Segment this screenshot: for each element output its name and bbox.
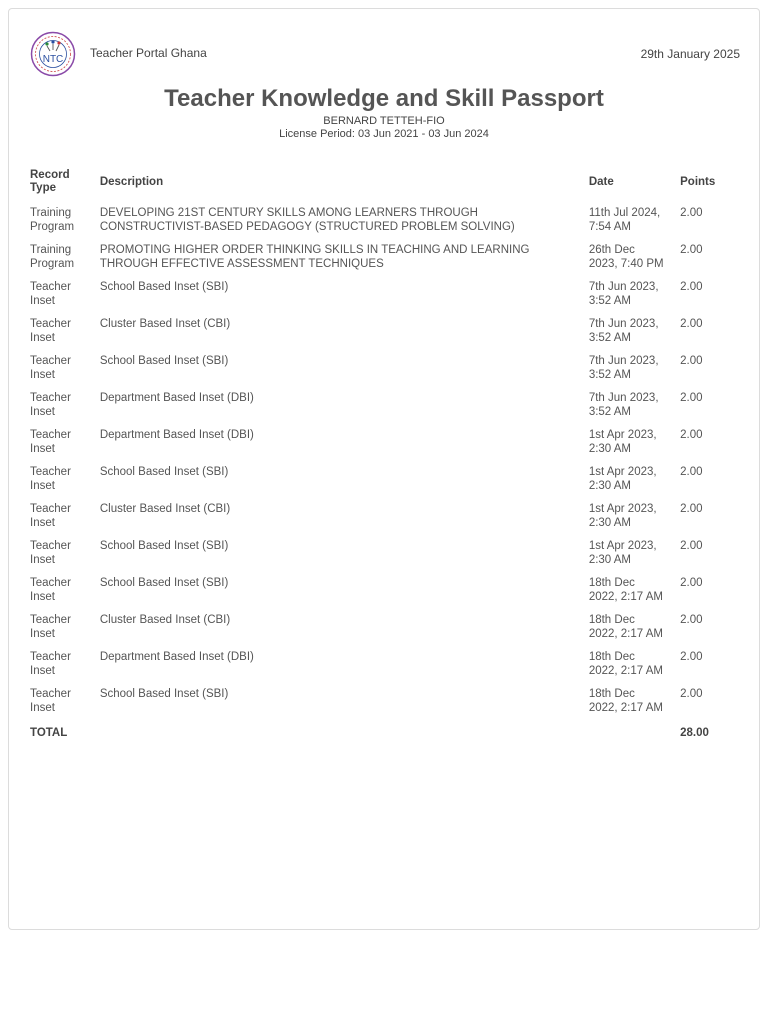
teacher-name: BERNARD TETTEH-FIO — [323, 115, 445, 127]
description-cell: Cluster Based Inset (CBI) — [99, 318, 231, 330]
points-cell: 2.00 — [680, 688, 703, 700]
table-row — [23, 462, 735, 499]
column-header-points: Points — [680, 175, 716, 188]
record-type-cell: Teacher Inset — [30, 429, 71, 455]
report-date: 29th January 2025 — [640, 47, 740, 61]
records-table — [23, 165, 735, 747]
record-type-cell: Training Program — [30, 207, 75, 233]
date-cell: 18th Dec 2022, 2:17 AM — [588, 577, 663, 603]
table-header-row — [23, 165, 735, 203]
description-cell: Department Based Inset (DBI) — [99, 429, 254, 441]
points-cell: 2.00 — [680, 540, 703, 552]
column-header-record-type: Record Type — [30, 169, 70, 194]
logo-text: NTC — [42, 54, 64, 65]
ntc-logo — [30, 31, 76, 77]
column-header-date: Date — [588, 175, 614, 188]
points-cell: 2.00 — [680, 355, 703, 367]
date-cell: 26th Dec 2023, 7:40 PM — [588, 244, 664, 270]
table-row — [23, 351, 735, 388]
points-cell: 2.00 — [680, 318, 703, 330]
record-type-cell: Teacher Inset — [30, 466, 71, 492]
points-cell: 2.00 — [680, 466, 703, 478]
total-spacer — [582, 721, 673, 747]
record-type-cell: Training Program — [30, 244, 75, 270]
points-cell: 2.00 — [680, 244, 703, 256]
table-row — [23, 277, 735, 314]
date-cell: 7th Jun 2023, 3:52 AM — [588, 355, 659, 381]
page-title: Teacher Knowledge and Skill Passport — [164, 85, 604, 112]
points-cell: 2.00 — [680, 651, 703, 663]
date-cell: 18th Dec 2022, 2:17 AM — [588, 614, 663, 640]
table-row — [23, 314, 735, 351]
date-cell: 11th Jul 2024, 7:54 AM — [588, 207, 661, 233]
points-cell: 2.00 — [680, 429, 703, 441]
date-cell: 1st Apr 2023, 2:30 AM — [588, 503, 657, 529]
record-type-cell: Teacher Inset — [30, 355, 71, 381]
table-row — [23, 425, 735, 462]
record-type-cell: Teacher Inset — [30, 503, 71, 529]
table-row — [23, 647, 735, 684]
points-cell: 2.00 — [680, 207, 703, 219]
table-row — [23, 203, 735, 240]
table-row — [23, 240, 735, 277]
license-period: License Period: 03 Jun 2021 - 03 Jun 2024 — [279, 128, 489, 140]
description-cell: PROMOTING HIGHER ORDER THINKING SKILLS IN TEACHING AND LEARNING THROUGH EFFECTIVE ASSESSMENT TECHNIQUES — [99, 244, 530, 270]
date-cell: 7th Jun 2023, 3:52 AM — [588, 318, 659, 344]
record-type-cell: Teacher Inset — [30, 540, 71, 566]
date-cell: 1st Apr 2023, 2:30 AM — [588, 429, 657, 455]
table-row — [23, 388, 735, 425]
table-row — [23, 499, 735, 536]
description-cell: School Based Inset (SBI) — [99, 281, 229, 293]
date-cell: 7th Jun 2023, 3:52 AM — [588, 281, 659, 307]
description-cell: Cluster Based Inset (CBI) — [99, 614, 231, 626]
date-cell: 1st Apr 2023, 2:30 AM — [588, 540, 657, 566]
date-cell: 18th Dec 2022, 2:17 AM — [588, 651, 663, 677]
record-type-cell: Teacher Inset — [30, 688, 71, 714]
description-cell: Department Based Inset (DBI) — [99, 392, 254, 404]
points-cell: 2.00 — [680, 281, 703, 293]
points-cell: 2.00 — [680, 503, 703, 515]
description-cell: School Based Inset (SBI) — [99, 466, 229, 478]
description-cell: DEVELOPING 21ST CENTURY SKILLS AMONG LEARNERS THROUGH CONSTRUCTIVIST-BASED PEDAGOGY (STRUCTURED PROBLEM SOLVING) — [99, 207, 515, 233]
record-type-cell: Teacher Inset — [30, 392, 71, 418]
record-type-cell: Teacher Inset — [30, 651, 71, 677]
total-spacer — [93, 721, 582, 747]
total-points: 28.00 — [680, 727, 709, 739]
date-cell: 7th Jun 2023, 3:52 AM — [588, 392, 659, 418]
points-cell: 2.00 — [680, 614, 703, 626]
record-type-cell: Teacher Inset — [30, 281, 71, 307]
description-cell: School Based Inset (SBI) — [99, 577, 229, 589]
date-cell: 18th Dec 2022, 2:17 AM — [588, 688, 663, 714]
description-cell: Cluster Based Inset (CBI) — [99, 503, 231, 515]
total-row — [23, 721, 735, 747]
portal-name: Teacher Portal Ghana — [90, 46, 207, 60]
description-cell: School Based Inset (SBI) — [99, 540, 229, 552]
points-cell: 2.00 — [680, 577, 703, 589]
points-cell: 2.00 — [680, 392, 703, 404]
passport-subtitle — [9, 115, 759, 141]
record-type-cell: Teacher Inset — [30, 614, 71, 640]
table-row — [23, 684, 735, 721]
table-row — [23, 610, 735, 647]
description-cell: School Based Inset (SBI) — [99, 688, 229, 700]
table-row — [23, 536, 735, 573]
description-cell: School Based Inset (SBI) — [99, 355, 229, 367]
description-cell: Department Based Inset (DBI) — [99, 651, 254, 663]
record-type-cell: Teacher Inset — [30, 577, 71, 603]
date-cell: 1st Apr 2023, 2:30 AM — [588, 466, 657, 492]
record-type-cell: Teacher Inset — [30, 318, 71, 344]
total-label: TOTAL — [30, 727, 68, 739]
column-header-description: Description — [99, 175, 164, 188]
table-row — [23, 573, 735, 610]
